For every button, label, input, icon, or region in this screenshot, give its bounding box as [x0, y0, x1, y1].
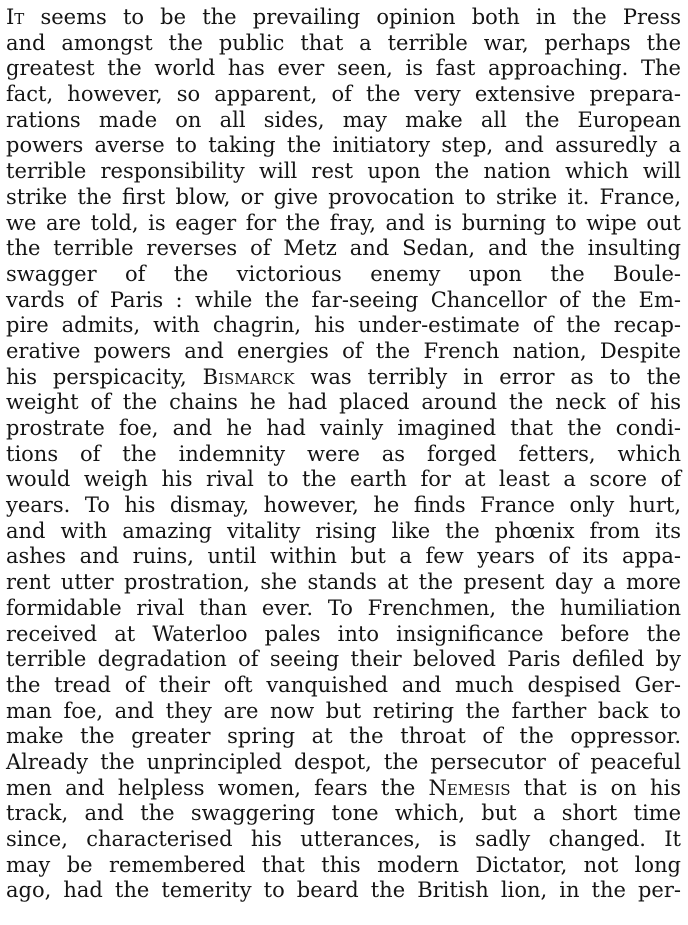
article-column [6, 5, 681, 904]
text-line [6, 5, 681, 31]
small-caps-name: Bismarck [202, 364, 295, 389]
text-line: and amongst the public that a terrible war, perhaps the [6, 30, 681, 55]
text-line: we are told, is eager for the fray, and is burning to wipe out [6, 210, 681, 235]
text-line: since, characterised his utterances, is sadly changed. It [6, 827, 681, 851]
text-line: swagger of the victorious enemy upon the Boule- [6, 261, 681, 286]
text-line: strike the first blow, or give provocation to strike it. France, [6, 184, 681, 209]
text-line: formidable rival than ever. To Frenchmen, the humiliation [6, 595, 681, 620]
text-line: Already the unprincipled despot, the persecutor of peaceful [6, 749, 681, 774]
text-line: received at Waterloo pales into insignificance before the [6, 621, 681, 646]
text-line: ago, had the temerity to beard the British lion, in the per- [6, 878, 681, 903]
text-line: men and helpless women, fears the Nemesis that is on his [6, 775, 681, 800]
text-line: his perspicacity, Bismarck was terribly in error as to the [6, 364, 681, 389]
text-line: and with amazing vitality rising like the phœnix from its [6, 518, 681, 543]
text-line: terrible responsibility will rest upon the nation which will [6, 159, 681, 184]
text-line: ashes and ruins, until within but a few years of its appa- [6, 544, 681, 569]
text-line: vards of Paris : while the far-seeing Chancellor of the Em- [6, 287, 681, 312]
text-line: the terrible reverses of Metz and Sedan, and the insulting [6, 236, 681, 261]
text-line: man foe, and they are now but retiring the farther back to [6, 698, 681, 723]
text-line: weight of the chains he had placed around the neck of his [6, 390, 681, 415]
text-line: powers averse to taking the initiatory step, and assuredly a [6, 133, 681, 158]
text-line: rations made on all sides, may make all the European [6, 107, 681, 132]
drop-word: It [6, 5, 25, 29]
text-line: track, and the swaggering tone which, but a short time [6, 801, 681, 826]
text-line: rent utter prostration, she stands at the present day a more [6, 570, 681, 595]
text-line: years. To his dismay, however, he finds France only hurt, [6, 493, 681, 518]
text-line-rest: seems to be the prevailing opinion both in the Press [24, 5, 681, 29]
text-line: tions of the indemnity were as forged fetters, which [6, 441, 681, 466]
small-caps-name: Nemesis [428, 775, 511, 800]
text-line: the tread of their oft vanquished and much despised Ger- [6, 672, 681, 697]
text-line: erative powers and energies of the French nation, Despite [6, 338, 681, 363]
text-line: may be remembered that this modern Dictator, not long [6, 852, 681, 877]
text-line: prostrate foe, and he had vainly imagined that the condi- [6, 416, 681, 440]
text-line: make the greater spring at the throat of the oppressor. [6, 724, 681, 749]
text-line: pire admits, with chagrin, his under-estimate of the recap- [6, 313, 681, 338]
text-line: terrible degradation of seeing their beloved Paris defiled by [6, 647, 681, 672]
text-line: greatest the world has ever seen, is fast approaching. The [6, 56, 681, 81]
text-line: fact, however, so apparent, of the very extensive prepara- [6, 82, 681, 107]
text-line: would weigh his rival to the earth for at least a score of [6, 467, 681, 492]
